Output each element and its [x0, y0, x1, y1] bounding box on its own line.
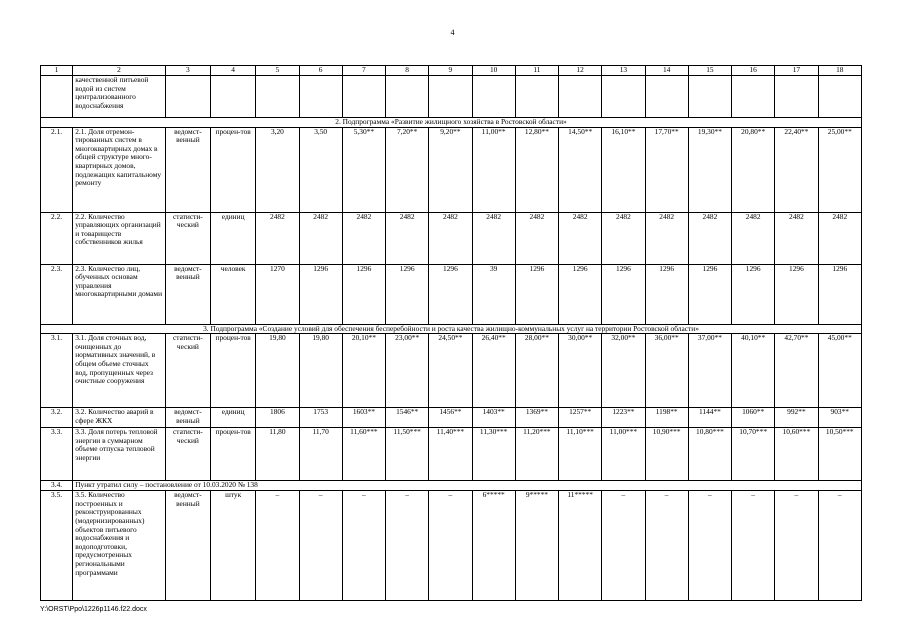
table-row — [41, 481, 862, 491]
value-cell: 1753 — [299, 408, 342, 428]
value-cell: 11,30*** — [472, 428, 515, 481]
unit: единиц — [211, 212, 256, 264]
value-cell: 1296 — [602, 264, 645, 324]
value-cell: 1257** — [559, 408, 602, 428]
value-cell: 19,80 — [256, 334, 299, 408]
value-cell: 1296 — [342, 264, 385, 324]
value-cell: 1296 — [688, 264, 731, 324]
value-cell: 40,10** — [732, 334, 775, 408]
column-number: 7 — [342, 66, 385, 76]
value-cell: 9,20** — [429, 127, 472, 212]
value-cell: 23,00** — [386, 334, 429, 408]
column-number: 16 — [732, 66, 775, 76]
indicator-name: 3.3. Доля потерь тепловой энергии в суммарном объеме отпуска тепловой энергии — [73, 428, 166, 481]
value-cell: 10,80*** — [688, 428, 731, 481]
section-header-row — [41, 118, 862, 128]
table-row — [41, 491, 862, 601]
row-note: Пункт утратил силу – постановление от 10.03.2020 № 138 — [73, 481, 862, 491]
value-cell: 1403** — [472, 408, 515, 428]
value-cell: – — [688, 491, 731, 601]
value-cell: – — [342, 491, 385, 601]
indicator-name: 3.5. Количество построенных и реконструированных (модернизированных) объектов питьевого водоснабжения и водоподготовки, предусмотренных региональными программами — [73, 491, 166, 601]
value-cell: 3,50 — [299, 127, 342, 212]
value-cell: – — [602, 491, 645, 601]
value-cell: 1144** — [688, 408, 731, 428]
column-number: 5 — [256, 66, 299, 76]
value-cell: 26,40** — [472, 334, 515, 408]
value-cell: 2482 — [299, 212, 342, 264]
value-cell: 1296 — [386, 264, 429, 324]
value-cell: 5,30** — [342, 127, 385, 212]
value-cell: 1296 — [559, 264, 602, 324]
table-row — [41, 264, 862, 324]
value-cell: 2482 — [688, 212, 731, 264]
value-cell: 10,70*** — [732, 428, 775, 481]
value-cell: 10,60*** — [775, 428, 818, 481]
section-title: 2. Подпрограмма «Развитие жилищного хозяйства в Ростовской области» — [41, 118, 862, 128]
value-cell: 1369** — [515, 408, 558, 428]
section-title: 3. Подпрограмма «Создание условий для обеспечения бесперебойности и роста качества жилищно-коммунальных услуг на территории Ростовской области» — [41, 324, 862, 334]
column-number: 18 — [818, 66, 861, 76]
value-cell: 1806 — [256, 408, 299, 428]
value-cell: 1603** — [342, 408, 385, 428]
data-source: статисти-ческий — [165, 212, 210, 264]
value-cell: 1198** — [645, 408, 688, 428]
row-number: 3.1. — [41, 334, 73, 408]
value-cell: 11,20*** — [515, 428, 558, 481]
column-number: 17 — [775, 66, 818, 76]
column-number: 1 — [41, 66, 73, 76]
value-cell: 2482 — [342, 212, 385, 264]
value-cell: – — [429, 491, 472, 601]
table-row — [41, 127, 862, 212]
data-source: ведомст-венный — [165, 127, 210, 212]
value-cell: 11,70 — [299, 428, 342, 481]
unit: процен-тов — [211, 127, 256, 212]
table-row — [41, 212, 862, 264]
value-cell: 11,80 — [256, 428, 299, 481]
value-cell: 1296 — [645, 264, 688, 324]
value-cell: 1296 — [775, 264, 818, 324]
value-cell: 1456** — [429, 408, 472, 428]
value-cell: – — [732, 491, 775, 601]
value-cell: 24,50** — [429, 334, 472, 408]
table-row — [41, 76, 862, 118]
value-cell: 6***** — [472, 491, 515, 601]
value-cell: 30,00** — [559, 334, 602, 408]
value-cell: 17,70** — [645, 127, 688, 212]
data-source: статисти-ческий — [165, 428, 210, 481]
indicator-name: 2.2. Количество управляющих организаций и товариществ собственников жилья — [73, 212, 166, 264]
column-number: 3 — [165, 66, 210, 76]
value-cell: 2482 — [256, 212, 299, 264]
value-cell: 9***** — [515, 491, 558, 601]
value-cell: 2482 — [732, 212, 775, 264]
value-cell: – — [299, 491, 342, 601]
value-cell: 14,50** — [559, 127, 602, 212]
column-number: 2 — [73, 66, 166, 76]
page-number: 4 — [450, 28, 455, 37]
row-number: 2.3. — [41, 264, 73, 324]
value-cell: 1296 — [429, 264, 472, 324]
row-number: 3.3. — [41, 428, 73, 481]
indicator-name: 3.2. Количество аварий в сфере ЖКХ — [73, 408, 166, 428]
value-cell: 11,40*** — [429, 428, 472, 481]
value-cell: 1223** — [602, 408, 645, 428]
value-cell: 11,10*** — [559, 428, 602, 481]
value-cell: – — [818, 491, 861, 601]
unit: процен-тов — [211, 428, 256, 481]
column-number: 13 — [602, 66, 645, 76]
column-number: 6 — [299, 66, 342, 76]
value-cell: 903** — [818, 408, 861, 428]
value-cell: 2482 — [818, 212, 861, 264]
indicator-name: качественной питьевой водой из систем централизованного водоснабжения — [73, 76, 166, 118]
value-cell: 11,00** — [472, 127, 515, 212]
value-cell: 7,20** — [386, 127, 429, 212]
value-cell: 36,00** — [645, 334, 688, 408]
data-source: статисти-ческий — [165, 334, 210, 408]
value-cell: 19,80 — [299, 334, 342, 408]
value-cell: 37,00** — [688, 334, 731, 408]
indicators-table — [40, 65, 862, 601]
value-cell: 10,90*** — [645, 428, 688, 481]
row-number: 2.1. — [41, 127, 73, 212]
value-cell: 1296 — [299, 264, 342, 324]
unit: единиц — [211, 408, 256, 428]
value-cell: 2482 — [429, 212, 472, 264]
data-source: ведомст-венный — [165, 264, 210, 324]
value-cell: 2482 — [386, 212, 429, 264]
row-number: 3.2. — [41, 408, 73, 428]
column-number: 12 — [559, 66, 602, 76]
section-header-row — [41, 324, 862, 334]
value-cell: 20,80** — [732, 127, 775, 212]
unit: человек — [211, 264, 256, 324]
value-cell: 11,60*** — [342, 428, 385, 481]
column-number: 4 — [211, 66, 256, 76]
value-cell: 45,00** — [818, 334, 861, 408]
value-cell: – — [645, 491, 688, 601]
column-number: 14 — [645, 66, 688, 76]
value-cell: 2482 — [602, 212, 645, 264]
value-cell: 11***** — [559, 491, 602, 601]
value-cell: 22,40** — [775, 127, 818, 212]
value-cell: 2482 — [645, 212, 688, 264]
value-cell: 2482 — [775, 212, 818, 264]
table-row — [41, 408, 862, 428]
value-cell: 1060** — [732, 408, 775, 428]
column-number: 11 — [515, 66, 558, 76]
value-cell: 2482 — [515, 212, 558, 264]
table-row — [41, 428, 862, 481]
value-cell: – — [775, 491, 818, 601]
value-cell: 3,20 — [256, 127, 299, 212]
unit: процен-тов — [211, 334, 256, 408]
value-cell: 11,50*** — [386, 428, 429, 481]
value-cell: – — [386, 491, 429, 601]
value-cell: 28,00** — [515, 334, 558, 408]
value-cell: 39 — [472, 264, 515, 324]
unit: штук — [211, 491, 256, 601]
value-cell: 2482 — [472, 212, 515, 264]
value-cell: 1270 — [256, 264, 299, 324]
value-cell: 19,30** — [688, 127, 731, 212]
value-cell: 10,50*** — [818, 428, 861, 481]
value-cell: 1546** — [386, 408, 429, 428]
column-numbers-row — [41, 66, 862, 76]
value-cell: 2482 — [559, 212, 602, 264]
data-source: ведомст-венный — [165, 491, 210, 601]
row-number: 3.4. — [41, 481, 73, 491]
row-number: 3.5. — [41, 491, 73, 601]
indicator-name: 2.1. Доля отремон-тированных систем в многоквартирных домах в общей структуре много-квартирных домов, подлежащих капитальному ремонту — [73, 127, 166, 212]
value-cell: 32,00** — [602, 334, 645, 408]
value-cell: – — [256, 491, 299, 601]
column-number: 9 — [429, 66, 472, 76]
table-row — [41, 334, 862, 408]
data-source: ведомст-венный — [165, 408, 210, 428]
indicator-name: 3.1. Доля сточных вод, очищенных до нормативных значений, в общем объеме сточных вод, пропущенных через очистные сооружения — [73, 334, 166, 408]
indicator-name: 2.3. Количество лиц, обученных основам управления многоквартирными домами — [73, 264, 166, 324]
file-path: Y:\ORST\Ppo\1226p1146.f22.docx — [40, 606, 147, 613]
value-cell: 1296 — [818, 264, 861, 324]
column-number: 8 — [386, 66, 429, 76]
value-cell: 12,80** — [515, 127, 558, 212]
value-cell: 42,70** — [775, 334, 818, 408]
value-cell: 25,00** — [818, 127, 861, 212]
value-cell: 1296 — [732, 264, 775, 324]
value-cell: 992** — [775, 408, 818, 428]
value-cell: 1296 — [515, 264, 558, 324]
value-cell: 16,10** — [602, 127, 645, 212]
value-cell: 11,00*** — [602, 428, 645, 481]
column-number: 10 — [472, 66, 515, 76]
row-number: 2.2. — [41, 212, 73, 264]
value-cell: 20,10** — [342, 334, 385, 408]
column-number: 15 — [688, 66, 731, 76]
